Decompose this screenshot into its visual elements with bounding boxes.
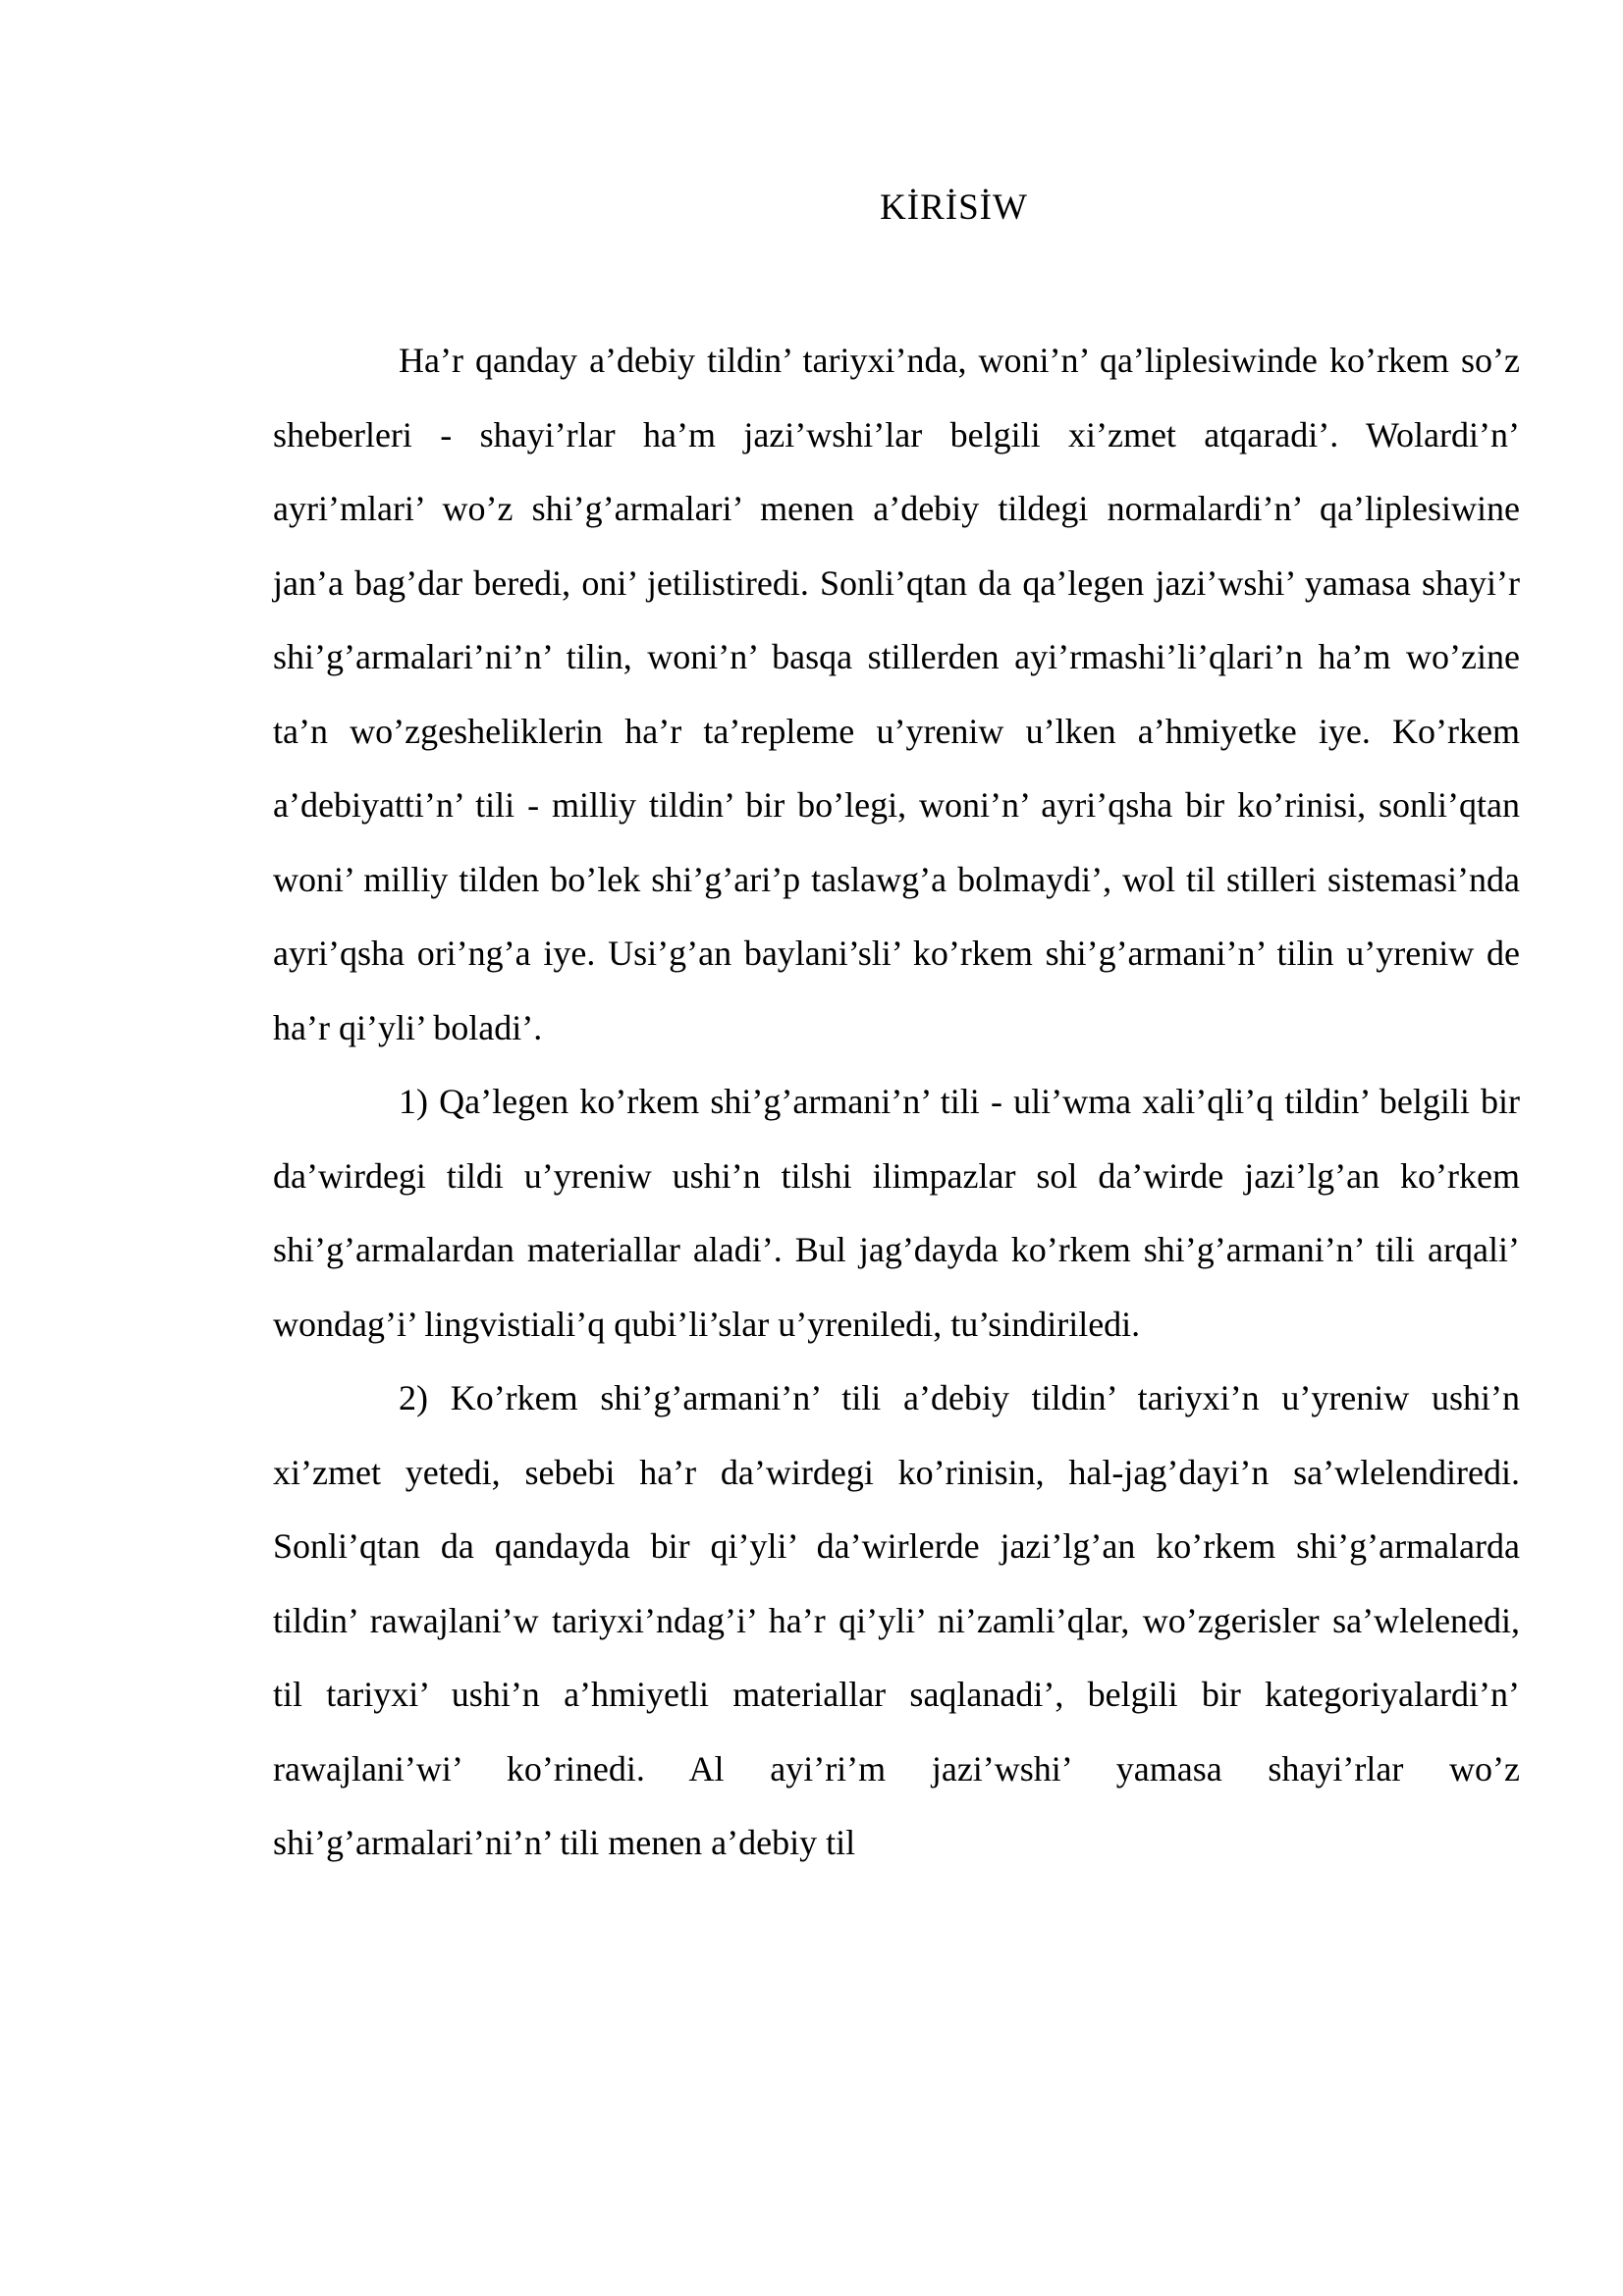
page-title: KİRİSİW xyxy=(880,187,1028,228)
paragraph-point-2: 2) Ko’rkem shi’g’armani’n’ tili a’debiy tildin’ tariyxi’n u’yreniw ushi’n xi’zmet yetedi, sebebi ha’r da’wirdegi ko’rinisin, hal-jag’dayi’n sa’wlelendiredi. Sonli’qtan da qandayda bir qi’yli’ da’wirlerde jazi’lg’an ko’rkem shi’g’armalarda tildin’ rawajlani’w tariyxi’ndag’i’ ha’r qi’yli’ ni’zamli’qlar, wo’zgerisler sa’wlelenedi, til tariyxi’ ushi’n a’hmiyetli materiallar saqlanadi’, belgili bir kategoriyalardi’n’ rawajlani’wi’ ko’rinedi. Al ayi’ri’m jazi’wshi’ yamasa shayi’rlar wo’z shi’g’armalari’ni’n’ tili menen a’debiy til xyxy=(273,1378,1520,1862)
paragraph-intro: Ha’r qanday a’debiy tildin’ tariyxi’nda, woni’n’ qa’liplesiwinde ko’rkem so’z sheberleri - shayi’rlar ha’m jazi’wshi’lar belgili xi’zmet atqaradi’. Wolardi’n’ ayri’mlari’ wo’z shi’g’armalari’ menen a’debiy tildegi normalardi’n’ qa’liplesiwine jan’a bag’dar beredi, oni’ jetilistiredi. Sonli’qtan da qa’legen jazi’wshi’ yamasa shayi’r shi’g’armalari’ni’n’ tilin, woni’n’ basqa stillerden ayi’rmashi’li’qlari’n ha’m wo’zine ta’n wo’zgesheliklerin ha’r ta’repleme u’yreniw u’lken a’hmiyetke iye. Ko’rkem a’debiyatti’n’ tili - milliy tildin’ bir bo’legi, woni’n’ ayri’qsha bir ko’rinisi, sonli’qtan woni’ milliy tilden bo’lek shi’g’ari’p taslawg’a bolmaydi’, wol til stilleri sistemasi’nda ayri’qsha ori’ng’a iye. Usi’g’an baylani’sli’ ko’rkem shi’g’armani’n’ tilin u’yreniw de ha’r qi’yli’ boladi’. xyxy=(273,341,1520,1047)
body-text xyxy=(273,324,1520,1881)
paragraph-point-1: 1) Qa’legen ko’rkem shi’g’armani’n’ tili - uli’wma xali’qli’q tildin’ belgili bir da’wirdegi tildi u’yreniw ushi’n tilshi ilimpazlar sol da’wirde jazi’lg’an ko’rkem shi’g’armalardan materiallar aladi’. Bul jag’dayda ko’rkem shi’g’armani’n’ tili arqali’ wondag’i’ lingvistiali’q qubi’li’slar u’yreniledi, tu’sindiriledi. xyxy=(273,1082,1520,1344)
